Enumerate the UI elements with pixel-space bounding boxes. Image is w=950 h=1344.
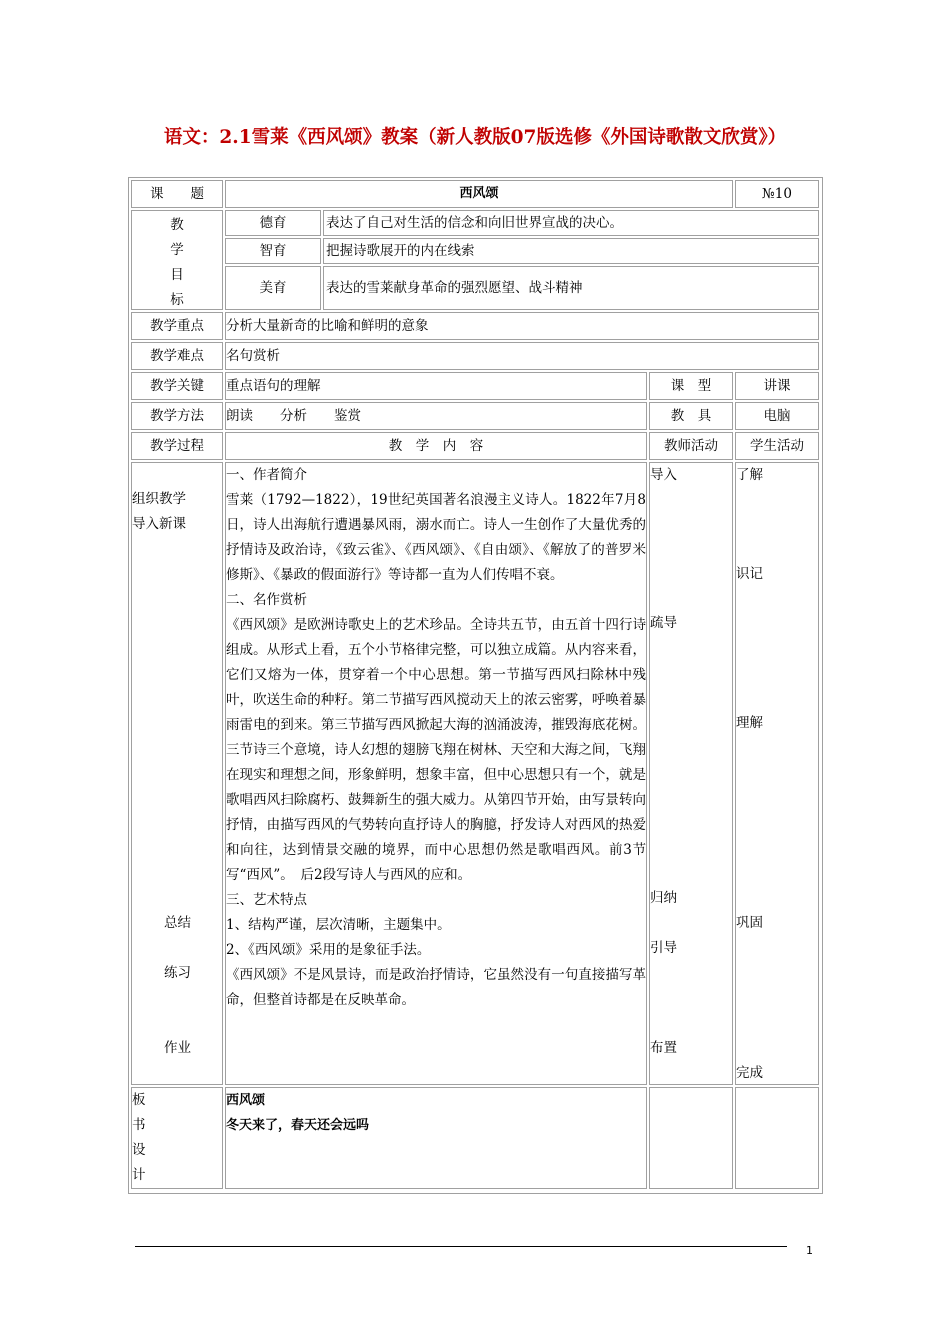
- student-activity-understand: 了解: [736, 467, 763, 483]
- section-author-heading: 一、作者简介: [226, 467, 307, 483]
- teacher-activities: [649, 462, 733, 1085]
- teacher-activity-intro: 导入: [650, 467, 677, 483]
- board-line-quote: 冬天来了，春天还会远吗: [226, 1118, 370, 1133]
- board-line-title: 西风颂: [226, 1093, 266, 1108]
- objective-type-moral: 德育: [225, 210, 321, 236]
- section-features-heading: 三、艺术特点: [226, 892, 307, 908]
- footer-divider: [135, 1246, 787, 1247]
- tool-value: 电脑: [735, 402, 819, 430]
- stage-practice: 练习: [164, 965, 191, 981]
- stage-organize: 组织教学: [132, 491, 186, 507]
- board-teacher-empty: [649, 1087, 733, 1189]
- appreciation-text: 《西风颂》是欧洲诗歌史上的艺术珍品。全诗共五节，由五首十四行诗组成。从形式上看，五个小节格律完整，可以独立成篇。从内容来看，它们又熔为一体，贯穿着一个中心思想。第一节描写西风扫除林中残叶，吹送生命的种籽。第二节描写西风搅动天上的浓云密雾，呼唤着暴雨雷电的到来。第三节描写西风掀起大海的汹涌波涛，摧毁海底花树。三节诗三个意境，诗人幻想的翅膀飞翔在树林、天空和大海之间，飞翔在现实和理想之间，形象鲜明，想象丰富，但中心思想只有一个，就是歌唱西风扫除腐朽、鼓舞新生的强大威力。从第四节开始，由写景转向抒情，由描写西风的气势转向直抒诗人的胸臆，抒发诗人对西风的热爱和向往，达到情景交融的境界，而中心思想仍然是歌唱西风。前3节写“西风”。 后2段写诗人与西风的应和。: [226, 617, 646, 883]
- lesson-plan-table: [128, 177, 823, 1194]
- key-points-label: 教学重点: [131, 312, 223, 340]
- student-activity-memorize: 识记: [736, 566, 763, 582]
- student-activities: [735, 462, 819, 1085]
- objective-type-intellect: 智育: [225, 238, 321, 264]
- board-student-empty: [735, 1087, 819, 1189]
- student-activity-header: 学生活动: [735, 432, 819, 460]
- lesson-number: №10: [735, 180, 819, 208]
- feature-1: 1、结构严谨，层次清晰，主题集中。: [226, 917, 451, 933]
- teacher-activity-guide: 疏导: [650, 615, 677, 631]
- method-value: 朗读 分析 鉴赏: [225, 402, 647, 430]
- student-activity-comprehend: 理解: [736, 715, 763, 731]
- process-stages: [131, 462, 223, 1085]
- board-content: [225, 1087, 647, 1189]
- key-points-value: 分析大量新奇的比喻和鲜明的意象: [225, 312, 819, 340]
- objectives-label: 教 学 目 标: [131, 210, 223, 310]
- objective-text-intellect: 把握诗歌展开的内在线索: [323, 238, 819, 264]
- key-value: 重点语句的理解: [225, 372, 647, 400]
- feature-2: 2、《西风颂》采用的是象征手法。: [226, 942, 431, 958]
- difficulties-label: 教学难点: [131, 342, 223, 370]
- board-label: 板 书 设 计: [131, 1087, 223, 1189]
- process-label: 教学过程: [131, 432, 223, 460]
- teacher-activity-lead: 引导: [650, 940, 677, 956]
- feature-3: 《西风颂》不是风景诗，而是政治抒情诗，它虽然没有一句直接描写革命，但整首诗都是在反映革命。: [226, 967, 646, 1008]
- page-number: 1: [806, 1244, 813, 1257]
- process-content-header: 教 学 内 容: [225, 432, 647, 460]
- objective-text-aesthetic: 表达的雪莱献身革命的强烈愿望、战斗精神: [323, 266, 819, 310]
- student-activity-consolidate: 巩固: [736, 915, 763, 931]
- stage-homework: 作业: [164, 1040, 191, 1056]
- stage-intro: 导入新课: [132, 516, 186, 532]
- course-title: 西风颂: [225, 180, 733, 208]
- teacher-activity-summarize: 归纳: [650, 890, 677, 906]
- method-label: 教学方法: [131, 402, 223, 430]
- process-content: [225, 462, 647, 1085]
- teacher-activity-assign: 布置: [650, 1040, 677, 1056]
- section-appreciation-heading: 二、名作赏析: [226, 592, 307, 608]
- tool-label: 教 具: [649, 402, 733, 430]
- objective-type-aesthetic: 美育: [225, 266, 321, 310]
- teacher-activity-header: 教师活动: [649, 432, 733, 460]
- difficulties-value: 名句赏析: [225, 342, 819, 370]
- course-label: 课 题: [131, 180, 223, 208]
- lesson-type-label: 课 型: [649, 372, 733, 400]
- student-activity-complete: 完成: [736, 1065, 763, 1081]
- lesson-type-value: 讲课: [735, 372, 819, 400]
- objective-text-moral: 表达了自己对生活的信念和向旧世界宣战的决心。: [323, 210, 819, 236]
- key-label: 教学关键: [131, 372, 223, 400]
- stage-summary: 总结: [164, 915, 191, 931]
- author-bio: 雪莱（1792—1822），19世纪英国著名浪漫主义诗人。1822年7月8日，诗人出海航行遭遇暴风雨，溺水而亡。诗人一生创作了大量优秀的抒情诗及政治诗，《致云雀》、《西风颂》、《自由颂》、《解放了的普罗米修斯》、《暴政的假面游行》等诗都一直为人们传唱不衰。: [226, 492, 646, 583]
- page-title: 语文：2.1雪莱《西风颂》教案（新人教版07版选修《外国诗歌散文欣赏》）: [163, 127, 787, 148]
